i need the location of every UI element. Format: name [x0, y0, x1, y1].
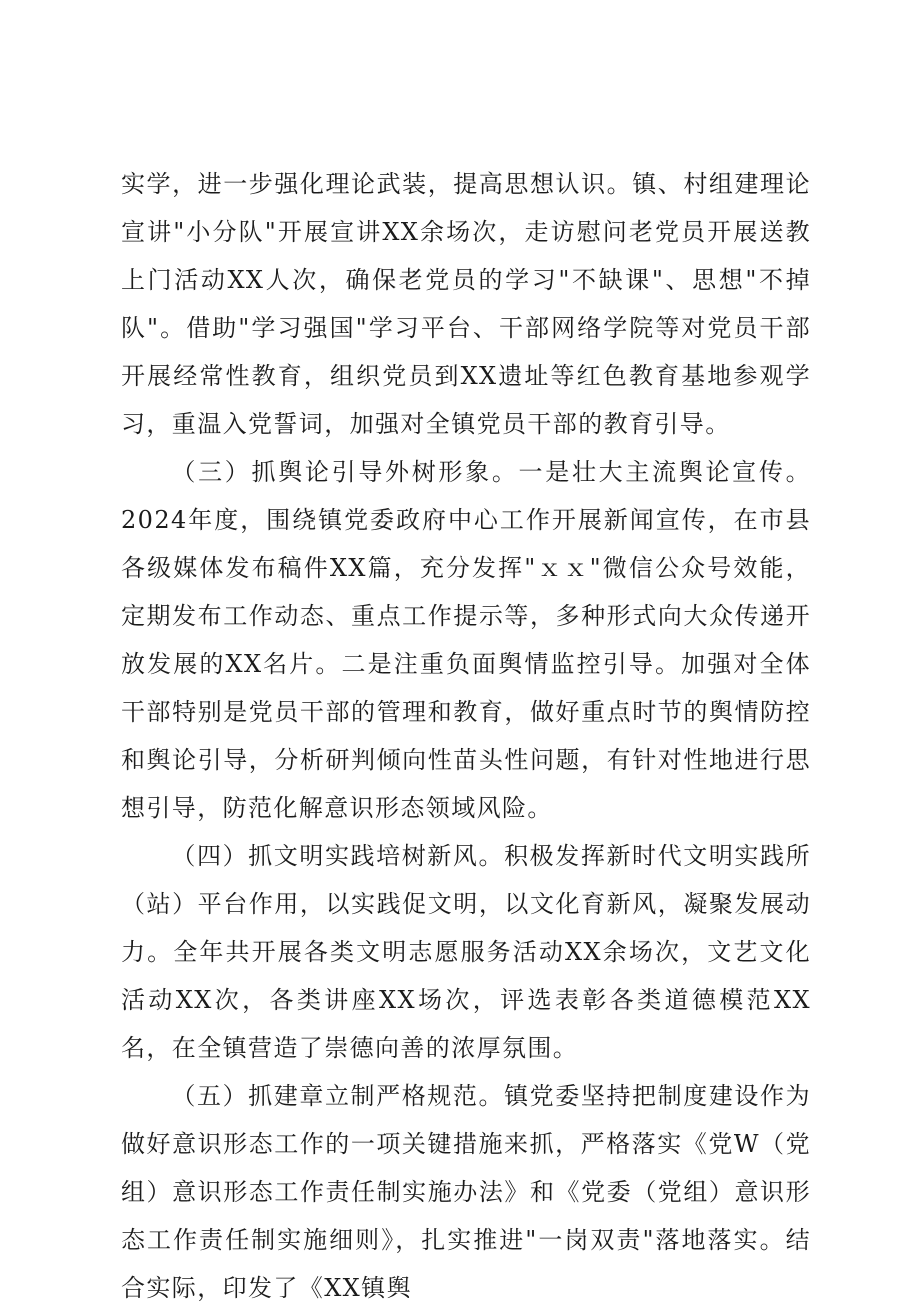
paragraph-section-five: （五）抓建章立制严格规范。镇党委坚持把制度建设作为做好意识形态工作的一项关键措施来抓，严格落实《党W（党组）意识形态工作责任制实施办法》和《党委（党组）意识形态工作责任制实施细则》，扎实推进"一岗双责"落地落实。结合实际，印发了《XX镇舆: [121, 1082, 811, 1302]
paragraph-section-three: （三）抓舆论引导外树形象。一是壮大主流舆论宣传。2024年度，围绕镇党委政府中心工作开展新闻宣传，在市县各级媒体发布稿件XX篇，充分发挥"ｘｘ"微信公众号效能，定期发布工作动态、重点工作提示等，多种形式向大众传递开放发展的XX名片。二是注重负面舆情监控引导。加强对全体干部特别是党员干部的管理和教育，做好重点时节的舆情防控和舆论引导，分析研判倾向性苗头性问题，有针对性地进行思想引导，防范化解意识形态领域风险。: [121, 458, 811, 822]
paragraph-section-four: （四）抓文明实践培树新风。积极发挥新时代文明实践所（站）平台作用，以实践促文明，以文化育新风，凝聚发展动力。全年共开展各类文明志愿服务活动XX余场次，文艺文化活动XX次，各类讲座XX场次，评选表彰各类道德模范XX名，在全镇营造了崇德向善的浓厚氛围。: [121, 842, 811, 1062]
document-body: [121, 160, 811, 1312]
paragraph-continued: 实学，进一步强化理论武装，提高思想认识。镇、村组建理论宣讲"小分队"开展宣讲XX余场次，走访慰问老党员开展送教上门活动XX人次，确保老党员的学习"不缺课"、思想"不掉队"。借助"学习强国"学习平台、干部网络学院等对党员干部开展经常性教育，组织党员到XX遗址等红色教育基地参观学习，重温入党誓词，加强对全镇党员干部的教育引导。: [121, 170, 811, 438]
